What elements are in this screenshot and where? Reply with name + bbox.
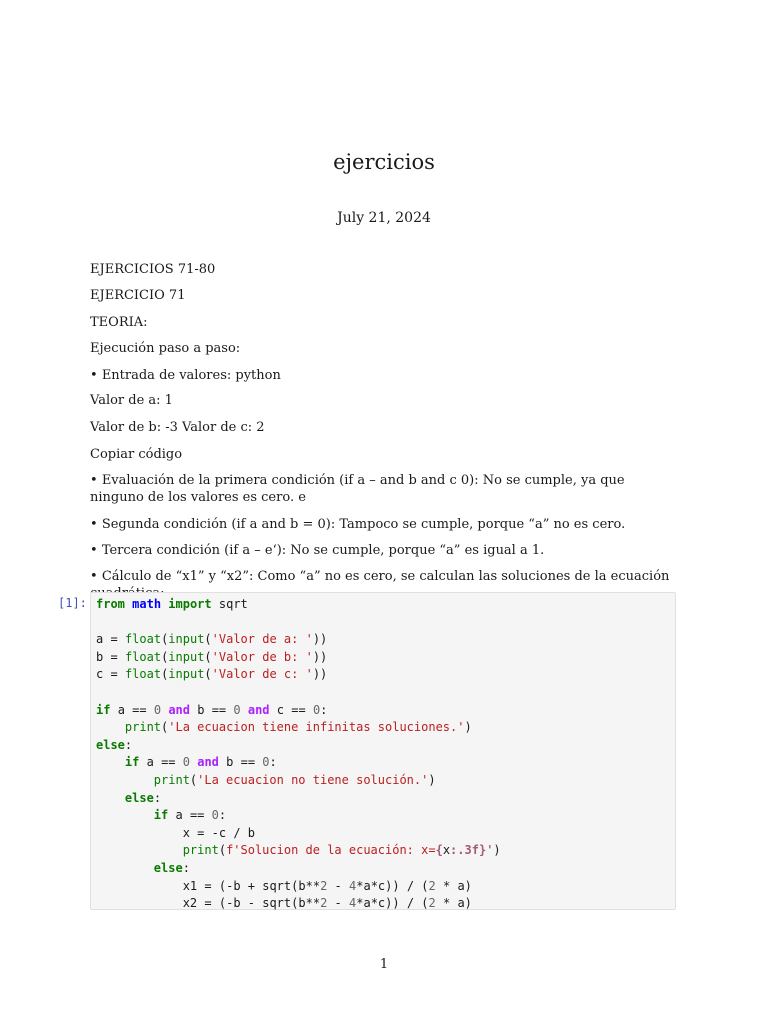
code-line: x1 = (-b + sqrt(b**2 - 4*a*c)) / (2 * a) xyxy=(182,878,472,893)
paragraph-copiar-codigo: Copiar código xyxy=(90,447,183,462)
paragraph-valor-a: Valor de a: 1 xyxy=(90,393,173,408)
code-line: print(f'Solucion de la ecuación: x={x:.3f}') xyxy=(182,843,501,858)
code-line: from math import sqrt xyxy=(96,597,248,611)
code-line: else: xyxy=(153,860,190,875)
code-line: c = float(input('Valor de c: ')) xyxy=(96,667,328,682)
heading-ejercicio-number: EJERCICIO 71 xyxy=(90,288,186,303)
paragraph-ejecucion: Ejecución paso a paso: xyxy=(90,341,241,356)
code-line: if a == 0 and b == 0: xyxy=(124,755,277,770)
code-line: b = float(input('Valor de b: ')) xyxy=(96,649,328,664)
code-line: if a == 0 and b == 0 and c == 0: xyxy=(96,702,328,717)
bullet-calculo-x1-x2: • Cálculo de “x1” y “x2”: Como “a” no es cero, se calculan las soluciones de la ecuación xyxy=(90,568,680,602)
page-number: 1 xyxy=(379,957,389,972)
code-line: print('La ecuacion no tiene solución.') xyxy=(153,772,436,787)
code-line: x = -c / b xyxy=(182,825,256,840)
bullet-tercera-condicion: • Tercera condición (if a – e‘): No se cumple, porque “a” es igual a 1. xyxy=(90,542,680,559)
code-cell[interactable] xyxy=(90,592,676,910)
paragraph-valor-b-c: Valor de b: -3 Valor de c: 2 xyxy=(90,420,265,435)
bullet-primera-condicion: • Evaluación de la primera condición (if a – and b and c 0): No se cumple, ya que ninguno de los valores es cero. e xyxy=(90,472,680,506)
document-date: July 21, 2024 xyxy=(337,210,431,226)
code-line-blank xyxy=(96,684,675,702)
cell-prompt: [1]: xyxy=(58,596,87,610)
heading-teoria: TEORIA: xyxy=(90,315,148,330)
code-line: else: xyxy=(124,790,162,805)
bullet-entrada-valores: • Entrada de valores: python xyxy=(90,367,680,384)
code-line: x2 = (-b - sqrt(b**2 - 4*a*c)) / (2 * a) xyxy=(182,896,472,911)
document-title: ejercicios xyxy=(333,150,435,174)
code-line-blank xyxy=(96,614,675,632)
code-line: if a == 0: xyxy=(153,808,227,823)
bullet-segunda-condicion: • Segunda condición (if a and b = 0): Tampoco se cumple, porque “a” no es cero. xyxy=(90,516,680,533)
code-line: else: xyxy=(96,737,133,752)
code-block xyxy=(91,593,675,913)
heading-ejercicios-range: EJERCICIOS 71-80 xyxy=(90,262,216,277)
code-line: a = float(input('Valor de a: ')) xyxy=(96,632,328,647)
code-line: print('La ecuacion tiene infinitas soluciones.') xyxy=(124,720,472,735)
